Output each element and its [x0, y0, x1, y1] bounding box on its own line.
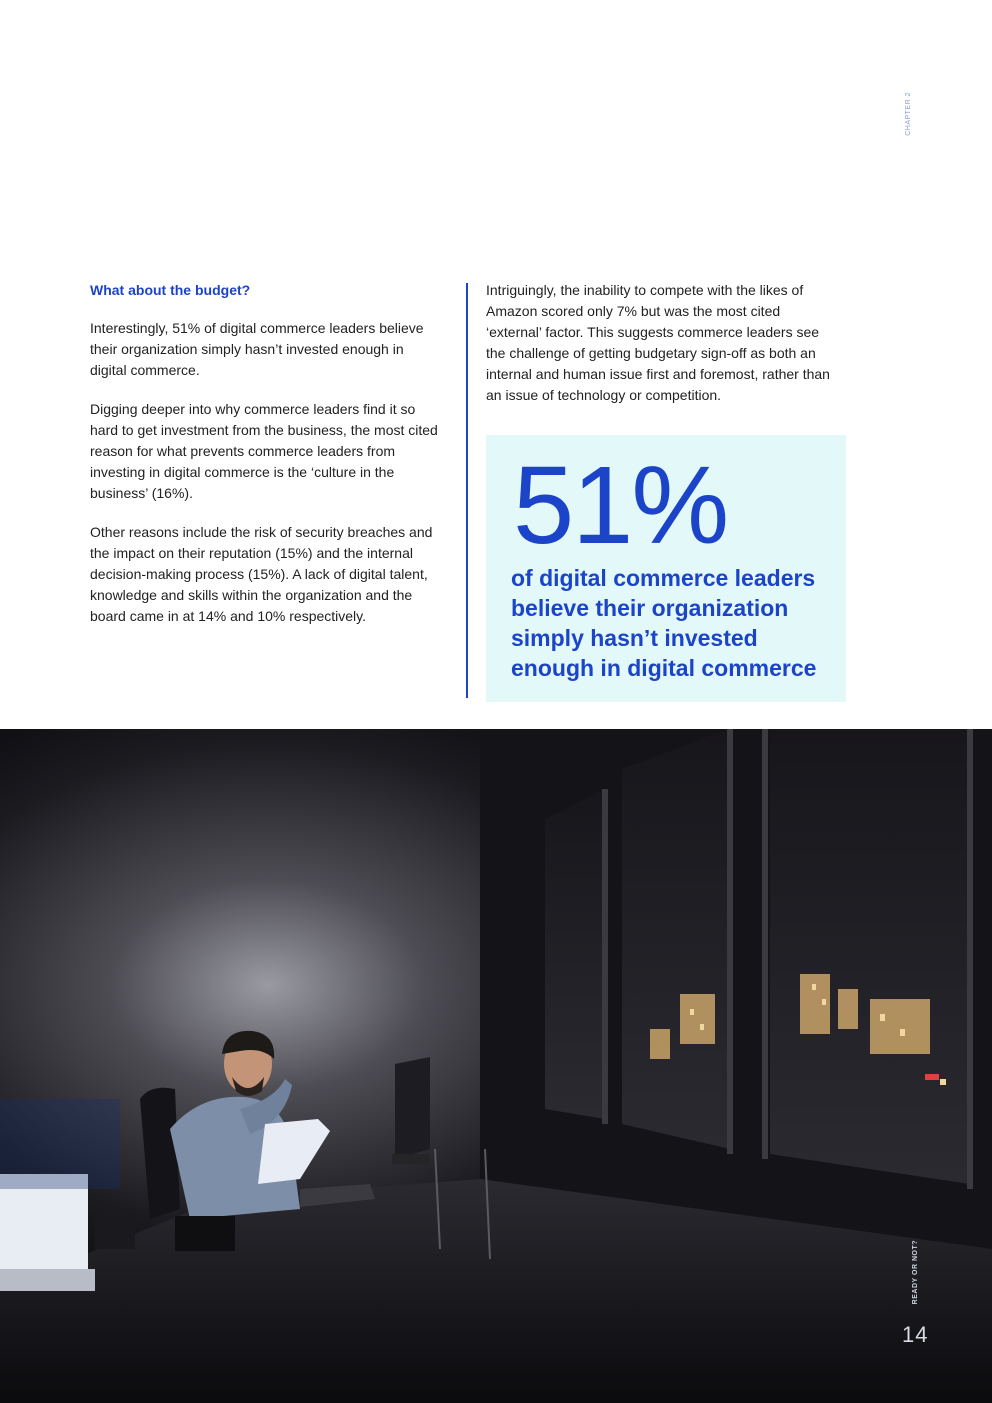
right-column [486, 280, 831, 406]
stat-description: of digital commerce leaders believe their organization simply hasn’t invested enough in digital commerce [511, 565, 817, 681]
body-paragraph: Digging deeper into why commerce leaders find it so hard to get investment from the business, the most cited reason for what prevents commerce leaders from investing in digital commerce is the ‘culture in the business’ (16%). [90, 401, 438, 501]
chapter-label: CHAPTER 2 [905, 92, 912, 136]
stat-number: 51% [513, 444, 728, 567]
body-paragraph: Interestingly, 51% of digital commerce leaders believe their organization simply hasn’t invested enough in digital commerce. [90, 320, 424, 378]
column-divider [466, 283, 468, 698]
stat-callout [486, 435, 846, 702]
office-photo [0, 729, 992, 1403]
footer-label: READY OR NOT? [912, 1240, 919, 1305]
body-paragraph: Intriguingly, the inability to compete with the likes of Amazon scored only 7% but was the most cited ‘external’ factor. This suggests commerce leaders see the challenge of getting budgetary sign-off as both an internal and human issue first and foremost, rather than an issue of technology or competition. [486, 282, 830, 403]
page-number: 14 [902, 1322, 929, 1347]
section-heading: What about the budget? [90, 282, 251, 298]
left-column [90, 280, 440, 645]
body-paragraph: Other reasons include the risk of security breaches and the impact on their reputation (15%) and the internal decision-making process (15%). A lack of digital talent, knowledge and skills within the organization and the board came in at 14% and 10% respectively. [90, 524, 433, 624]
